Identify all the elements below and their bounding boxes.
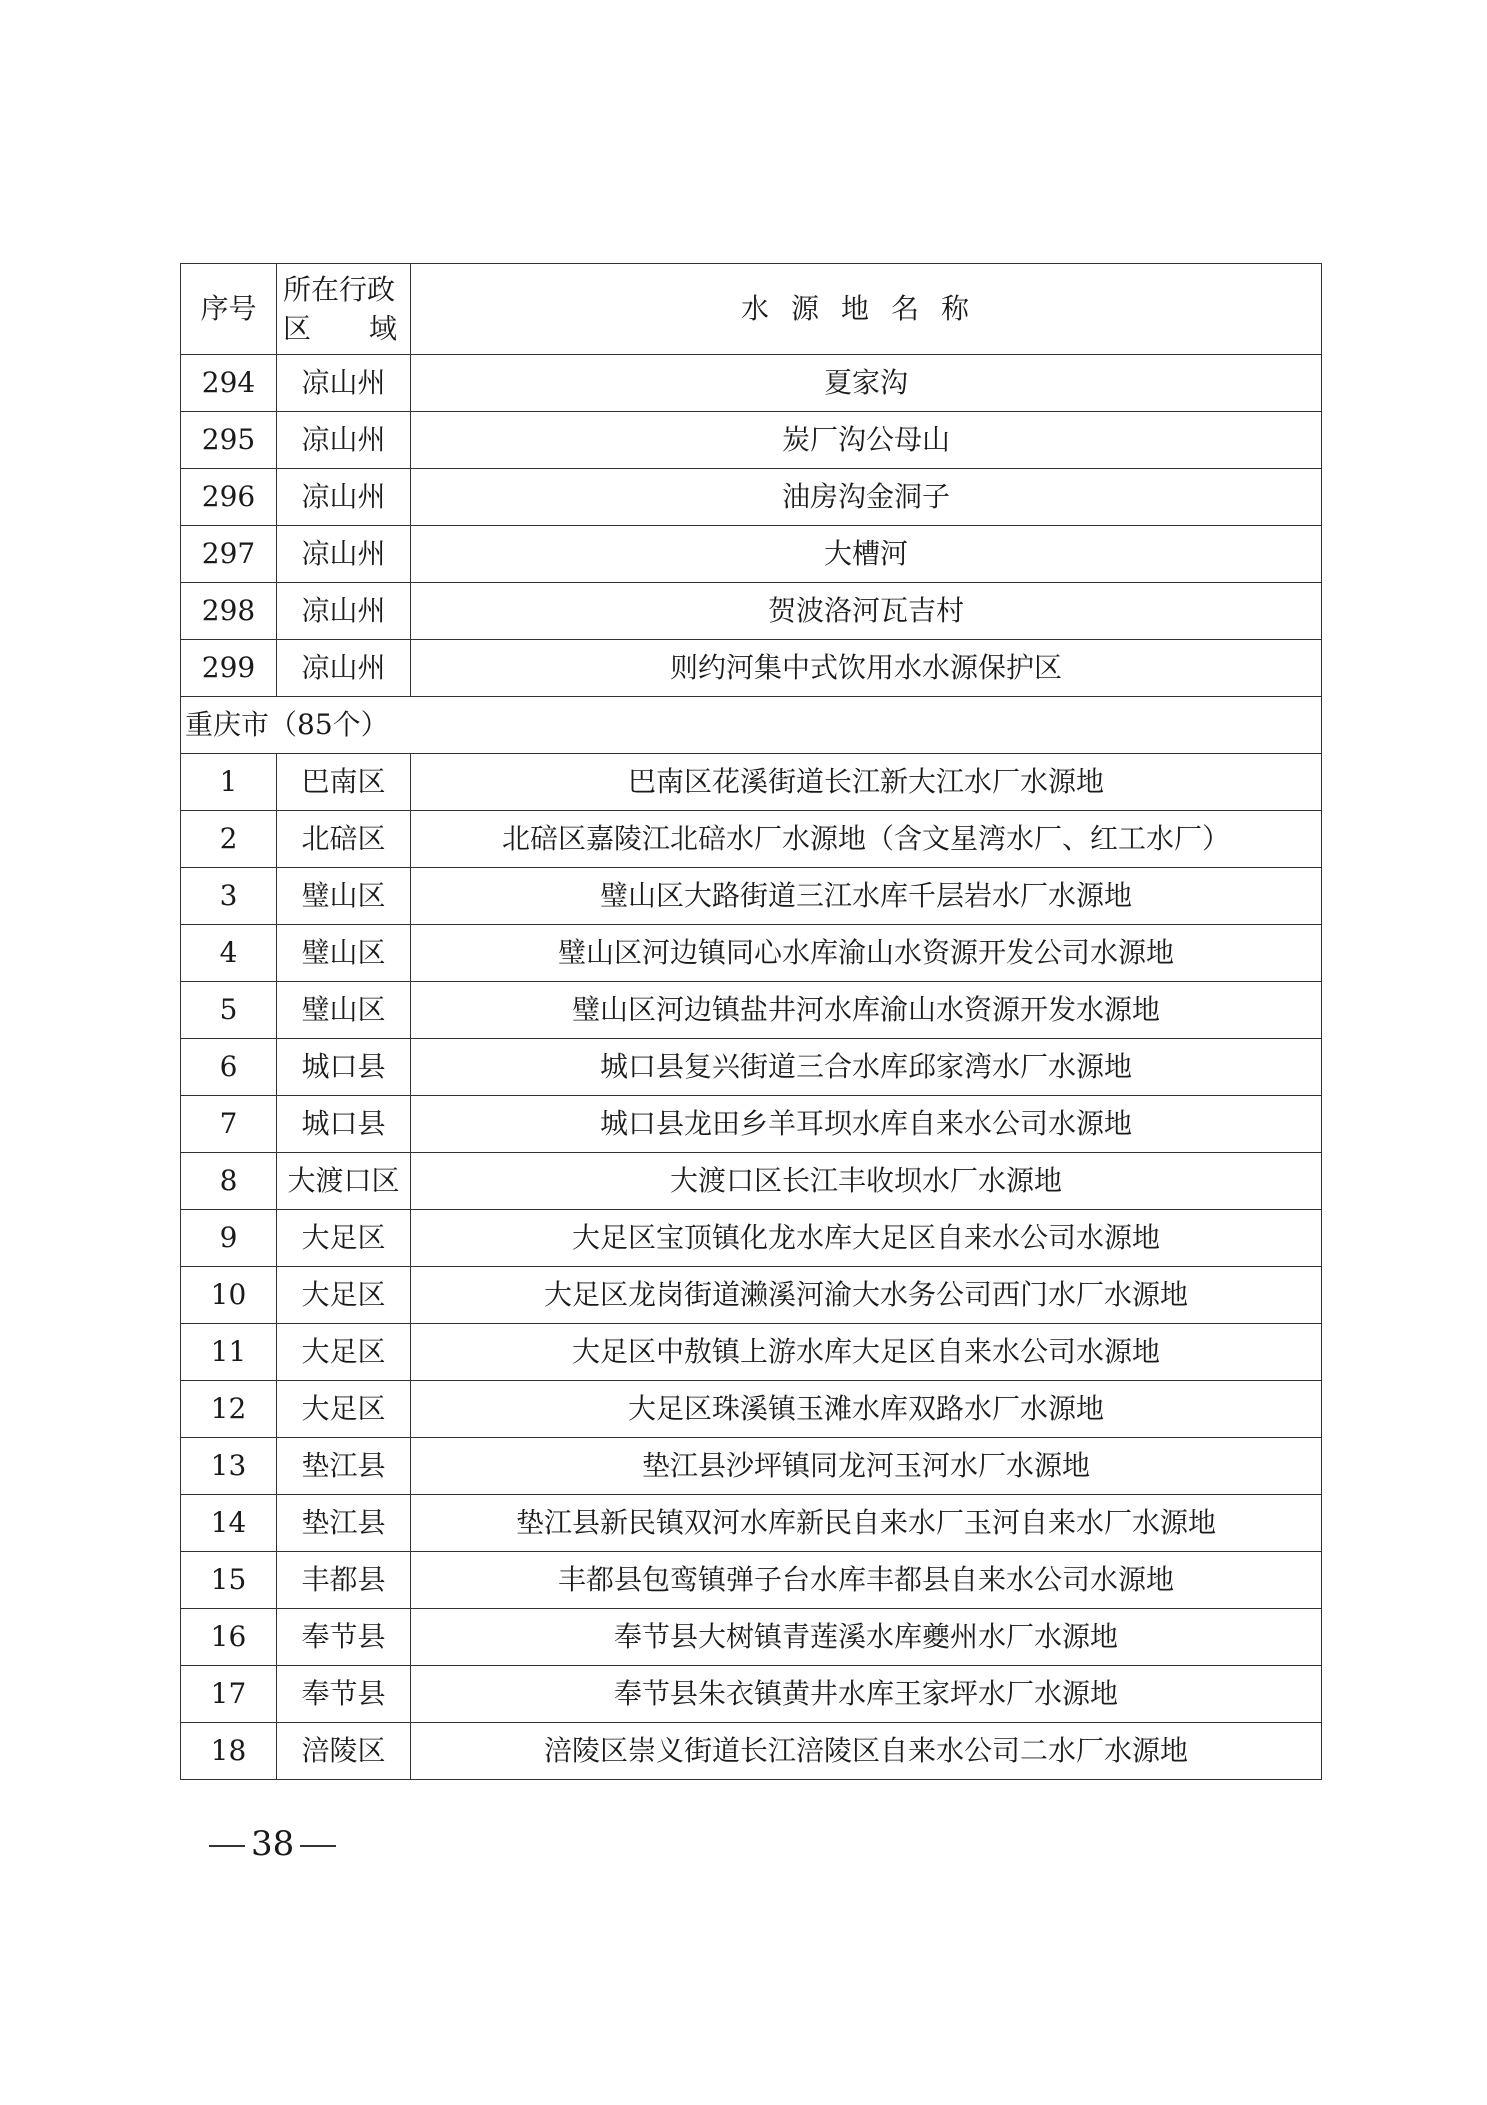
table-row [181,583,1322,640]
cell-name: 大足区中敖镇上游水库大足区自来水公司水源地 [411,1324,1322,1381]
cell-region: 璧山区 [277,868,411,925]
table-row [181,469,1322,526]
cell-region: 大足区 [277,1381,411,1438]
table-row [181,754,1322,811]
cell-seq: 14 [181,1495,277,1552]
cell-seq: 13 [181,1438,277,1495]
cell-name: 璧山区大路街道三江水库千层岩水厂水源地 [411,868,1322,925]
table-row [181,868,1322,925]
table-row [181,526,1322,583]
cell-name: 北碚区嘉陵江北碚水厂水源地（含文星湾水厂、红工水厂） [411,811,1322,868]
cell-seq: 3 [181,868,277,925]
header-region-char-a: 区 [283,312,312,345]
cell-seq: 10 [181,1267,277,1324]
cell-name: 奉节县大树镇青莲溪水库夔州水厂水源地 [411,1609,1322,1666]
cell-region: 奉节县 [277,1666,411,1723]
header-name: 水源地名称 [411,264,1322,355]
cell-seq: 7 [181,1096,277,1153]
cell-seq: 4 [181,925,277,982]
cell-seq: 16 [181,1609,277,1666]
table-row [181,640,1322,697]
header-region-line1: 所在行政 [283,272,396,306]
cell-region: 大渡口区 [277,1153,411,1210]
cell-name: 奉节县朱衣镇黄井水库王家坪水厂水源地 [411,1666,1322,1723]
cell-name: 垫江县沙坪镇同龙河玉河水厂水源地 [411,1438,1322,1495]
cell-name: 大渡口区长江丰收坝水厂水源地 [411,1153,1322,1210]
table-row [181,1723,1322,1780]
cell-region: 大足区 [277,1267,411,1324]
section-title: 重庆市（85个） [181,697,1322,754]
cell-region: 垫江县 [277,1438,411,1495]
cell-seq: 1 [181,754,277,811]
table-header-row [181,264,1322,355]
cell-region: 巴南区 [277,754,411,811]
cell-name: 大足区珠溪镇玉滩水库双路水厂水源地 [411,1381,1322,1438]
table-row [181,1381,1322,1438]
table-row [181,925,1322,982]
cell-seq: 12 [181,1381,277,1438]
cell-seq: 298 [181,583,277,640]
cell-region: 奉节县 [277,1609,411,1666]
table-row [181,1552,1322,1609]
table-row [181,1153,1322,1210]
cell-seq: 15 [181,1552,277,1609]
cell-name: 巴南区花溪街道长江新大江水厂水源地 [411,754,1322,811]
cell-region: 大足区 [277,1210,411,1267]
cell-name: 油房沟金洞子 [411,469,1322,526]
cell-region: 璧山区 [277,925,411,982]
cell-name: 炭厂沟公母山 [411,412,1322,469]
table-row [181,1096,1322,1153]
cell-name: 垫江县新民镇双河水库新民自来水厂玉河自来水厂水源地 [411,1495,1322,1552]
table-row [181,355,1322,412]
cell-seq: 6 [181,1039,277,1096]
cell-name: 涪陵区崇义街道长江涪陵区自来水公司二水厂水源地 [411,1723,1322,1780]
table-row [181,412,1322,469]
cell-name: 大足区龙岗街道濑溪河渝大水务公司西门水厂水源地 [411,1267,1322,1324]
cell-seq: 11 [181,1324,277,1381]
cell-region: 丰都县 [277,1552,411,1609]
table-row [181,1039,1322,1096]
cell-seq: 5 [181,982,277,1039]
page-number: 38 [251,1824,295,1864]
cell-region: 涪陵区 [277,1723,411,1780]
cell-name: 则约河集中式饮用水水源保护区 [411,640,1322,697]
cell-seq: 17 [181,1666,277,1723]
cell-region: 城口县 [277,1096,411,1153]
cell-region: 璧山区 [277,982,411,1039]
cell-name: 夏家沟 [411,355,1322,412]
table-row [181,982,1322,1039]
cell-region: 城口县 [277,1039,411,1096]
table-body-section [181,697,1322,754]
table-row [181,1438,1322,1495]
table-row [181,1210,1322,1267]
cell-name: 璧山区河边镇盐井河水库渝山水资源开发水源地 [411,982,1322,1039]
cell-seq: 297 [181,526,277,583]
cell-region: 北碚区 [277,811,411,868]
cell-region: 凉山州 [277,469,411,526]
cell-region: 垫江县 [277,1495,411,1552]
section-row [181,697,1322,754]
cell-seq: 18 [181,1723,277,1780]
cell-name: 城口县复兴街道三合水库邱家湾水厂水源地 [411,1039,1322,1096]
cell-region: 凉山州 [277,526,411,583]
table-body-chongqing [181,754,1322,1780]
header-region-char-b: 域 [369,312,398,345]
header-region-line2 [283,309,410,348]
cell-region: 凉山州 [277,640,411,697]
cell-name: 璧山区河边镇同心水库渝山水资源开发公司水源地 [411,925,1322,982]
cell-name: 大槽河 [411,526,1322,583]
table-row [181,1666,1322,1723]
cell-seq: 295 [181,412,277,469]
footer-dash-right [300,1845,336,1847]
cell-name: 城口县龙田乡羊耳坝水库自来水公司水源地 [411,1096,1322,1153]
cell-name: 大足区宝顶镇化龙水库大足区自来水公司水源地 [411,1210,1322,1267]
header-seq: 序号 [181,264,277,355]
footer-dash-left [209,1845,245,1847]
cell-seq: 299 [181,640,277,697]
water-source-table [180,263,1322,1780]
cell-region: 凉山州 [277,412,411,469]
cell-seq: 296 [181,469,277,526]
table-row [181,1267,1322,1324]
cell-seq: 294 [181,355,277,412]
cell-name: 贺波洛河瓦吉村 [411,583,1322,640]
table-body-sichuan [181,355,1322,697]
table-row [181,1495,1322,1552]
header-region [277,264,411,355]
cell-name: 丰都县包鸾镇弹子台水库丰都县自来水公司水源地 [411,1552,1322,1609]
table-row [181,1609,1322,1666]
cell-seq: 8 [181,1153,277,1210]
cell-seq: 2 [181,811,277,868]
page-footer [203,1824,342,1864]
cell-region: 大足区 [277,1324,411,1381]
table-row [181,1324,1322,1381]
table-row [181,811,1322,868]
cell-region: 凉山州 [277,583,411,640]
cell-seq: 9 [181,1210,277,1267]
cell-region: 凉山州 [277,355,411,412]
